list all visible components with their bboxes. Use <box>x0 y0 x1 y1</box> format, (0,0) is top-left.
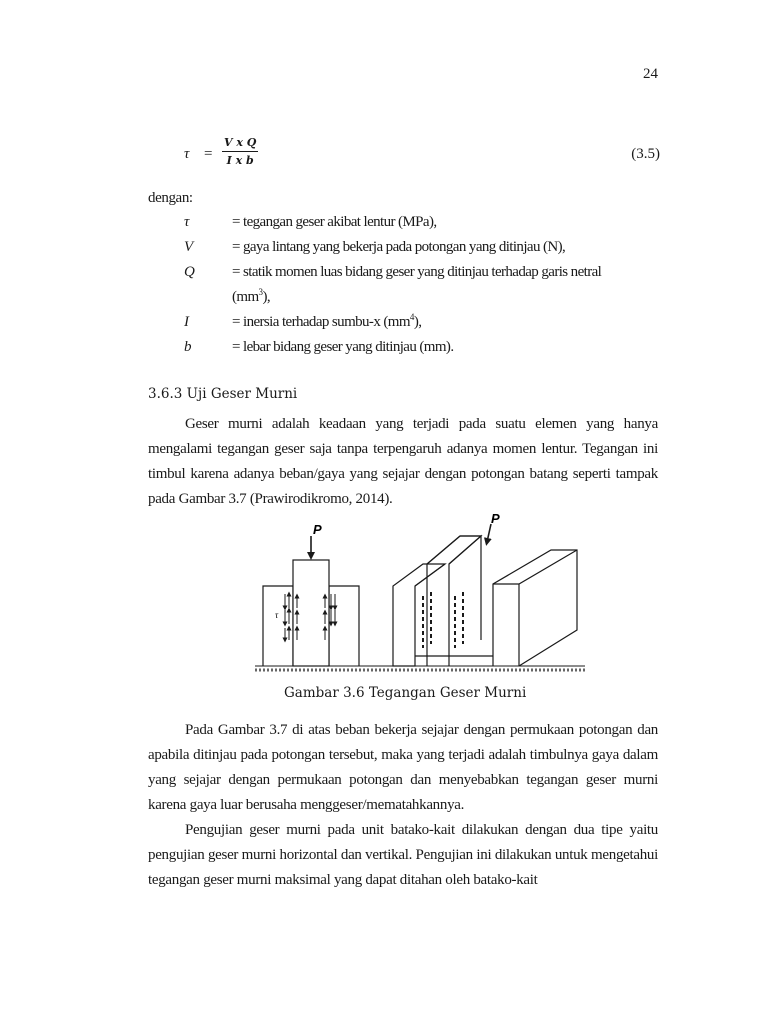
equation-equals: = <box>204 146 213 162</box>
shear-plane-dashes <box>423 592 463 648</box>
definition-text: = statik momen luas bidang geser yang ditinjau terhadap garis netral <box>232 264 602 280</box>
equation-number: (3.5) <box>631 146 660 162</box>
load-label-right: P <box>491 512 500 526</box>
definition-text: = lebar bidang geser yang ditinjau (mm). <box>232 339 454 355</box>
definition-text-end: ), <box>262 289 270 305</box>
definition-text-end: ), <box>413 314 422 330</box>
load-label-left: P <box>313 522 322 537</box>
definition-symbol: τ <box>184 214 190 230</box>
definition-tau <box>184 210 660 235</box>
definition-b <box>184 335 660 360</box>
shear-stress-equation <box>184 136 660 176</box>
definition-text: = gaya lintang yang bekerja pada potongan yang ditinjau (N), <box>232 239 566 255</box>
definition-symbol: I <box>184 314 189 330</box>
definition-v <box>184 235 660 260</box>
load-arrow-right <box>487 524 491 542</box>
section-heading: 3.6.3 Uji Geser Murni <box>148 386 298 402</box>
equation-lhs: τ <box>184 146 190 162</box>
definition-q <box>184 260 660 310</box>
definitions-lead-in: dengan: <box>148 190 193 206</box>
definition-text: = inersia terhadap sumbu-x (mm <box>232 314 410 330</box>
figure-caption: Gambar 3.6 Tegangan Geser Murni <box>284 685 527 701</box>
definition-symbol: V <box>184 239 194 255</box>
definition-i <box>184 310 660 335</box>
shear-block-perspective-view <box>393 536 577 666</box>
variable-definitions <box>184 210 660 360</box>
definition-superscript: 4 <box>409 312 414 322</box>
page-number: 24 <box>643 66 658 82</box>
paragraph-test-description: Pengujian geser murni pada unit batako-kait dilakukan dengan dua tipe yaitu pengujian geser murni horizontal dan vertikal. Pengujian ini dilakukan untuk mengetahui tegangan geser murni maksimal yang dapat ditahan oleh batako-kait <box>148 822 658 888</box>
equation-numerator: V x Q <box>222 136 258 152</box>
definition-symbol: Q <box>184 264 195 280</box>
paragraph-pure-shear-definition: Geser murni adalah keadaan yang terjadi pada suatu elemen yang hanya mengalami tegangan geser saja tanpa terpengaruh adanya momen lentur. Tegangan ini timbul karena adanya beban/gaya yang sejajar dengan potongan batang seperti tampak pada Gambar 3.7 (Prawirodikromo, 2014). <box>148 416 658 507</box>
definition-text-block <box>232 310 660 335</box>
definition-text-block <box>232 260 660 310</box>
tau-label: τ <box>275 610 279 620</box>
definition-superscript: 3 <box>258 287 263 297</box>
paragraph-figure-explanation: Pada Gambar 3.7 di atas beban bekerja sejajar dengan permukaan potongan dan apabila ditinjau pada potongan tersebut, maka yang terjadi adalah timbulnya gaya dalam yang sejajar dengan permukaan potongan dan menyebabkan tegangan geser murni karena gaya luar berusaha menggeser/mematahkannya. <box>148 722 658 813</box>
definition-text-cont: (mm <box>232 289 259 305</box>
definition-text: = tegangan geser akibat lentur (MPa), <box>232 214 437 230</box>
equation-denominator: I x b <box>226 154 254 167</box>
definition-symbol: b <box>184 339 192 355</box>
pure-shear-figure <box>255 512 585 677</box>
equation-fraction <box>222 136 258 167</box>
